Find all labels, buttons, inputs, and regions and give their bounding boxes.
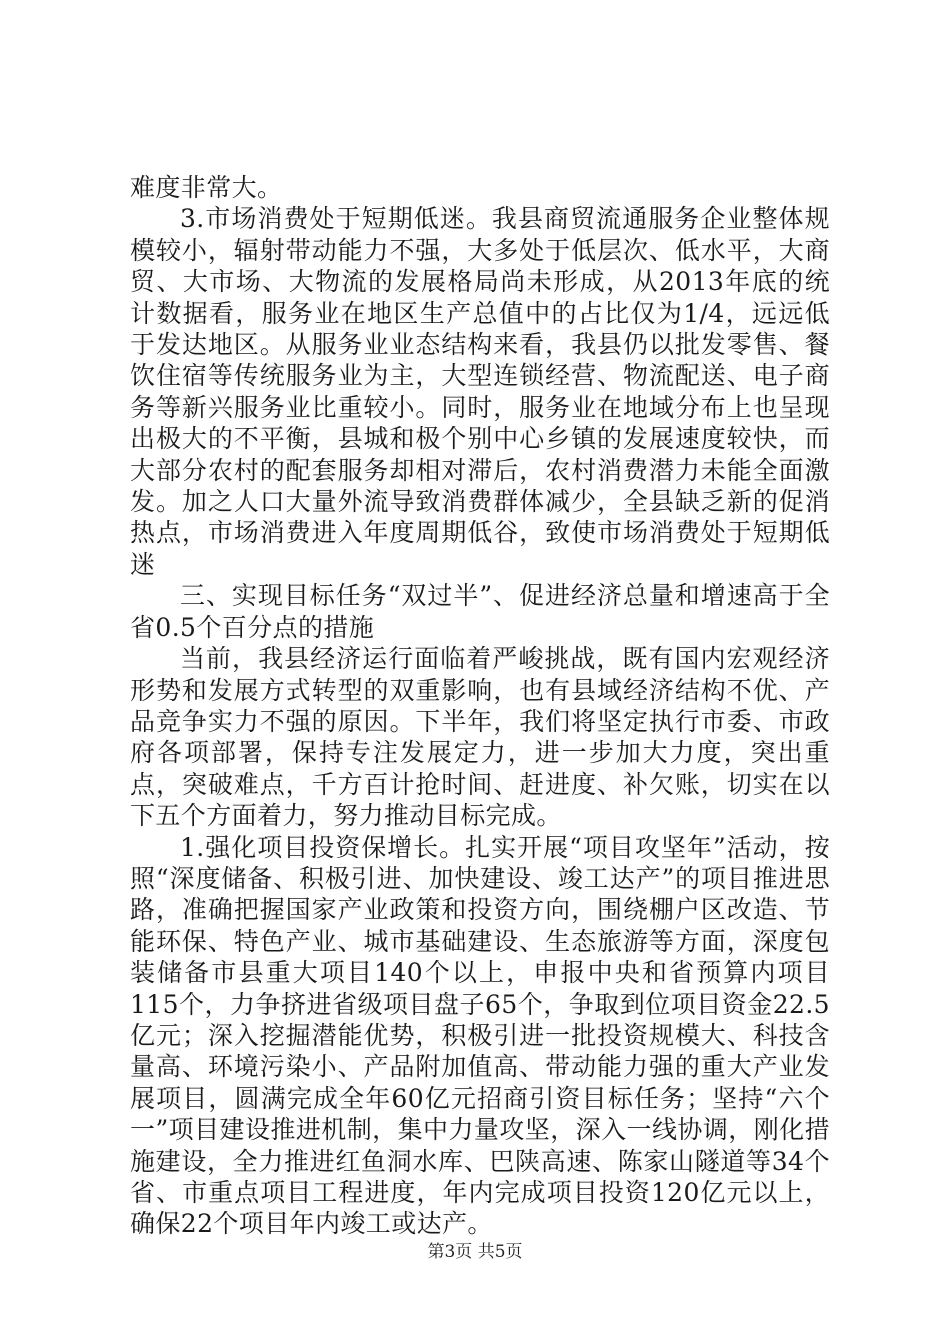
page-footer: [0, 1242, 950, 1262]
paragraph: 当前，我县经济运行面临着严峻挑战，既有国内宏观经济形势和发展方式转型的双重影响，也有县域经济结构不优、产品竞争实力不强的原因。下半年，我们将坚定执行市委、市政府各项部署，保持专注发展定力，进一步加大力度，突出重点，突破难点，千方百计抢时间、赶进度、补欠账，切实在以下五个方面着力，努力推动目标完成。: [130, 644, 830, 831]
paragraph: 难度非常大。: [130, 173, 283, 202]
paragraph: 1.强化项目投资保增长。扎实开展“项目攻坚年”活动，按照“深度储备、积极引进、加快建设、竣工达产”的项目推进思路，准确把握国家产业政策和投资方向，围绕棚户区改造、节能环保、特色产业、城市基础建设、生态旅游等方面，深度包装储备市县重大项目140个以上，申报中央和省预算内项目115个，力争挤进省级项目盘子65个，争取到位项目资金22.5亿元；深入挖掘潜能优势，积极引进一批投资规模大、科技含量高、环境污染小、产品附加值高、带动能力强的重大产业发展项目，圆满完成全年60亿元招商引资目标任务；坚持“六个一”项目建设推进机制，集中力量攻坚，深入一线协调，刚化措施建设，全力推进红鱼洞水库、巴陕高速、陈家山隧道等34个省、市重点项目工程进度，年内完成项目投资120亿元以上，确保22个项目年内竣工或达产。: [130, 832, 830, 1239]
section-heading: 三、实现目标任务“双过半”、促进经济总量和增速高于全省0.5个百分点的措施: [130, 581, 830, 642]
page-number: 第3页 共5页: [427, 1242, 523, 1262]
paragraph: 3.市场消费处于短期低迷。我县商贸流通服务企业整体规模较小，辐射带动能力不强，大多处于低层次、低水平，大商贸、大市场、大物流的发展格局尚未形成，从2013年底的统计数据看，服务业在地区生产总值中的占比仅为1/4，远远低于发达地区。从服务业业态结构来看，我县仍以批发零售、餐饮住宿等传统服务业为主，大型连锁经营、物流配送、电子商务等新兴服务业比重较小。同时，服务业在地域分布上也呈现出极大的不平衡，县城和极个别中心乡镇的发展速度较快，而大部分农村的配套服务却相对滞后，农村消费潜力未能全面激发。加之人口大量外流导致消费群体减少，全县缺乏新的促消热点，市场消费进入年度周期低谷，致使市场消费处于短期低迷: [130, 204, 830, 579]
document-body: [130, 172, 830, 1240]
